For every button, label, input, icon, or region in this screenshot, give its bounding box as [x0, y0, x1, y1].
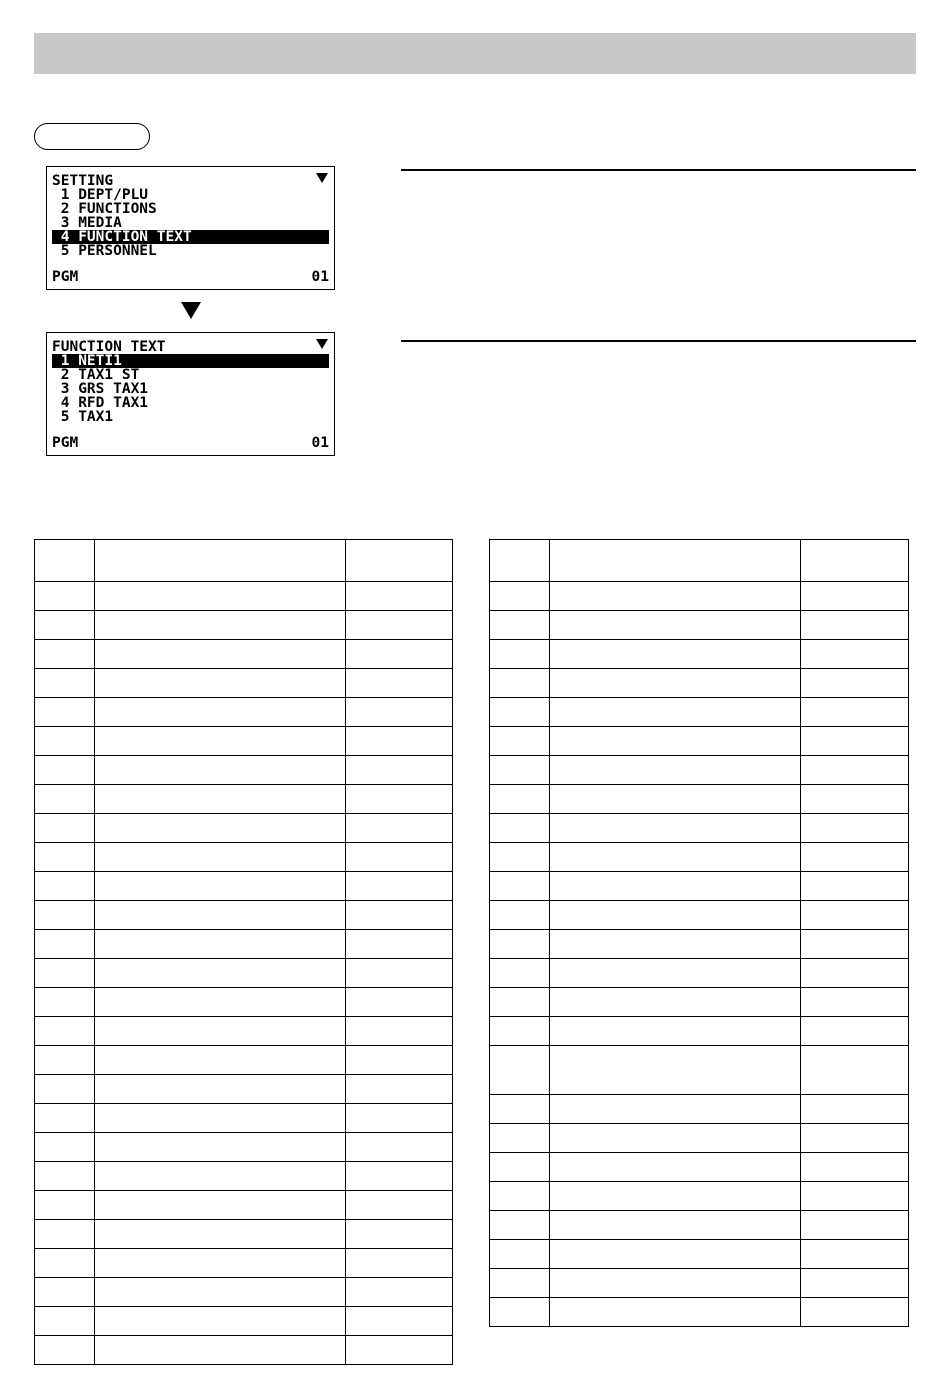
value-cell	[346, 1162, 453, 1191]
table-row	[35, 843, 453, 872]
table-row	[490, 1211, 909, 1240]
value-cell	[346, 1307, 453, 1336]
code-cell	[490, 988, 550, 1017]
table-row	[490, 872, 909, 901]
code-cell	[490, 1124, 550, 1153]
text-cell	[95, 1162, 346, 1191]
mode-indicator: PGM	[52, 269, 79, 285]
text-cell	[550, 988, 801, 1017]
text-cell	[550, 1095, 801, 1124]
text-cell	[95, 814, 346, 843]
value-cell	[346, 843, 453, 872]
lcd-title-row: FUNCTION TEXT	[52, 340, 166, 354]
value-cell	[801, 640, 909, 669]
text-cell	[95, 988, 346, 1017]
value-cell	[346, 930, 453, 959]
table-row	[35, 814, 453, 843]
value-cell	[801, 988, 909, 1017]
value-cell	[346, 1278, 453, 1307]
code-cell	[490, 1240, 550, 1269]
code-cell	[35, 785, 95, 814]
value-cell	[346, 1133, 453, 1162]
code-cell	[35, 1017, 95, 1046]
table-row	[490, 1298, 909, 1327]
text-cell	[550, 698, 801, 727]
text-cell	[95, 901, 346, 930]
text-cell	[95, 930, 346, 959]
code-cell	[35, 872, 95, 901]
value-cell	[801, 727, 909, 756]
text-cell	[550, 582, 801, 611]
code-cell	[35, 1162, 95, 1191]
text-cell	[95, 1191, 346, 1220]
text-cell	[550, 901, 801, 930]
value-cell	[346, 901, 453, 930]
text-cell	[550, 814, 801, 843]
code-cell	[490, 785, 550, 814]
value-cell	[346, 669, 453, 698]
table-row	[35, 611, 453, 640]
value-cell	[346, 540, 453, 582]
value-cell	[346, 611, 453, 640]
value-cell	[801, 1211, 909, 1240]
value-cell	[801, 785, 909, 814]
table-row	[35, 756, 453, 785]
code-cell	[490, 1046, 550, 1095]
text-cell	[550, 1211, 801, 1240]
code-cell	[35, 582, 95, 611]
value-cell	[801, 1153, 909, 1182]
menu-item-tax1[interactable]: 5 TAX1	[52, 410, 114, 424]
down-arrow-icon	[181, 302, 201, 319]
function-text-table-right	[489, 539, 909, 1327]
table-row	[35, 1162, 453, 1191]
table-row	[35, 582, 453, 611]
code-cell	[490, 698, 550, 727]
menu-item-dept-plu[interactable]: 1 DEPT/PLU	[52, 188, 149, 202]
code-cell	[490, 1153, 550, 1182]
table-row	[35, 727, 453, 756]
text-cell	[95, 1133, 346, 1162]
code-cell	[35, 1191, 95, 1220]
table-row	[35, 1191, 453, 1220]
table-header-row	[35, 540, 453, 582]
function-text-table-left	[34, 539, 453, 1365]
code-cell	[490, 640, 550, 669]
text-cell	[550, 611, 801, 640]
table-row	[490, 1153, 909, 1182]
table-row	[35, 901, 453, 930]
section-header-bar	[34, 33, 916, 74]
text-cell	[550, 785, 801, 814]
text-cell	[95, 1220, 346, 1249]
code-cell	[35, 1220, 95, 1249]
code-cell	[490, 669, 550, 698]
table-row	[490, 1017, 909, 1046]
code-cell	[490, 901, 550, 930]
value-cell	[346, 785, 453, 814]
text-cell	[95, 540, 346, 582]
code-cell	[35, 1046, 95, 1075]
value-cell	[346, 1191, 453, 1220]
mode-indicator: PGM	[52, 435, 79, 451]
value-cell	[801, 756, 909, 785]
text-cell	[95, 872, 346, 901]
text-cell	[550, 540, 801, 582]
text-cell	[550, 669, 801, 698]
value-cell	[801, 930, 909, 959]
text-cell	[95, 698, 346, 727]
code-cell	[490, 1095, 550, 1124]
value-cell	[346, 872, 453, 901]
code-cell	[35, 611, 95, 640]
table-row	[490, 582, 909, 611]
code-cell	[35, 988, 95, 1017]
code-cell	[35, 698, 95, 727]
lcd-title-row: SETTING	[52, 174, 114, 188]
text-cell	[550, 1182, 801, 1211]
value-cell	[346, 1336, 453, 1365]
table-row	[35, 1278, 453, 1307]
text-cell	[550, 1124, 801, 1153]
value-cell	[801, 1046, 909, 1095]
value-cell	[346, 988, 453, 1017]
text-cell	[95, 1249, 346, 1278]
value-cell	[801, 698, 909, 727]
table-header-row	[490, 540, 909, 582]
code-cell	[490, 872, 550, 901]
table-row	[35, 1017, 453, 1046]
code-cell	[490, 540, 550, 582]
value-cell	[346, 1104, 453, 1133]
text-cell	[550, 959, 801, 988]
table-row	[35, 669, 453, 698]
value-cell	[346, 1017, 453, 1046]
value-cell	[801, 1182, 909, 1211]
lcd-setting-screen	[46, 166, 335, 290]
lcd-function-text-screen	[46, 332, 335, 456]
text-cell	[550, 843, 801, 872]
code-cell	[35, 930, 95, 959]
text-cell	[95, 1336, 346, 1365]
value-cell	[801, 814, 909, 843]
table-row	[490, 640, 909, 669]
text-cell	[95, 669, 346, 698]
text-cell	[550, 727, 801, 756]
text-cell	[95, 727, 346, 756]
value-cell	[346, 814, 453, 843]
code-cell	[35, 814, 95, 843]
value-cell	[801, 582, 909, 611]
table-row	[490, 785, 909, 814]
value-cell	[801, 1240, 909, 1269]
text-cell	[550, 930, 801, 959]
text-cell	[550, 640, 801, 669]
table-row	[490, 611, 909, 640]
text-cell	[550, 756, 801, 785]
value-cell	[801, 901, 909, 930]
screen-number: 01	[311, 435, 329, 451]
code-cell	[490, 1211, 550, 1240]
table-row	[490, 901, 909, 930]
text-cell	[550, 1153, 801, 1182]
table-row	[35, 1075, 453, 1104]
value-cell	[346, 727, 453, 756]
value-cell	[801, 1017, 909, 1046]
table-row	[35, 959, 453, 988]
text-cell	[550, 1298, 801, 1327]
table-row	[490, 843, 909, 872]
code-cell	[35, 1278, 95, 1307]
table-row	[490, 727, 909, 756]
scroll-down-icon	[316, 173, 328, 183]
table-row	[35, 785, 453, 814]
value-cell	[346, 756, 453, 785]
value-cell	[346, 959, 453, 988]
table-row	[490, 1182, 909, 1211]
table-row	[35, 930, 453, 959]
table-row	[490, 1046, 909, 1095]
table-row	[490, 1095, 909, 1124]
code-cell	[35, 901, 95, 930]
table-row	[35, 640, 453, 669]
code-cell	[490, 756, 550, 785]
table-row	[35, 1104, 453, 1133]
table-row	[490, 930, 909, 959]
code-cell	[490, 611, 550, 640]
table-row	[490, 669, 909, 698]
code-cell	[490, 959, 550, 988]
code-cell	[35, 1133, 95, 1162]
table-row	[35, 1220, 453, 1249]
text-cell	[95, 1017, 346, 1046]
value-cell	[346, 698, 453, 727]
code-cell	[35, 1104, 95, 1133]
menu-item-tax1-st[interactable]: 2 TAX1 ST	[52, 368, 140, 382]
code-cell	[35, 756, 95, 785]
value-cell	[801, 843, 909, 872]
code-cell	[490, 930, 550, 959]
text-cell	[550, 1017, 801, 1046]
table-row	[35, 698, 453, 727]
table-row	[490, 959, 909, 988]
divider-rule	[401, 340, 916, 342]
value-cell	[346, 1075, 453, 1104]
menu-item-grs-tax1[interactable]: 3 GRS TAX1	[52, 382, 149, 396]
text-cell	[95, 785, 346, 814]
code-cell	[490, 814, 550, 843]
code-cell	[490, 1269, 550, 1298]
text-cell	[95, 640, 346, 669]
text-cell	[95, 1278, 346, 1307]
menu-item-personnel[interactable]: 5 PERSONNEL	[52, 244, 157, 258]
menu-item-net1[interactable]: 1 NETI1	[52, 354, 329, 368]
text-cell	[95, 1307, 346, 1336]
code-cell	[35, 669, 95, 698]
menu-item-functions[interactable]: 2 FUNCTIONS	[52, 202, 157, 216]
code-cell	[35, 1249, 95, 1278]
code-cell	[35, 540, 95, 582]
value-cell	[801, 540, 909, 582]
code-cell	[35, 640, 95, 669]
menu-item-rfd-tax1[interactable]: 4 RFD TAX1	[52, 396, 149, 410]
code-cell	[35, 959, 95, 988]
value-cell	[801, 959, 909, 988]
code-cell	[490, 582, 550, 611]
value-cell	[801, 1124, 909, 1153]
value-cell	[801, 1095, 909, 1124]
text-cell	[550, 1046, 801, 1095]
value-cell	[346, 1249, 453, 1278]
table-row	[35, 1249, 453, 1278]
text-cell	[95, 843, 346, 872]
table-row	[490, 1124, 909, 1153]
code-cell	[490, 1182, 550, 1211]
table-row	[35, 872, 453, 901]
table-row	[35, 1046, 453, 1075]
code-cell	[35, 727, 95, 756]
text-cell	[95, 611, 346, 640]
value-cell	[801, 611, 909, 640]
text-cell	[550, 1240, 801, 1269]
code-cell	[35, 1075, 95, 1104]
table-row	[35, 988, 453, 1017]
value-cell	[346, 582, 453, 611]
table-row	[490, 756, 909, 785]
text-cell	[550, 872, 801, 901]
value-cell	[801, 872, 909, 901]
text-cell	[95, 756, 346, 785]
code-cell	[490, 1017, 550, 1046]
divider-rule	[401, 169, 916, 171]
table-row	[35, 1133, 453, 1162]
table-row	[35, 1307, 453, 1336]
code-cell	[35, 1336, 95, 1365]
code-cell	[490, 1298, 550, 1327]
scroll-down-icon	[316, 339, 328, 349]
value-cell	[346, 1220, 453, 1249]
text-cell	[95, 1104, 346, 1133]
value-cell	[801, 1269, 909, 1298]
text-cell	[550, 1269, 801, 1298]
table-row	[35, 1336, 453, 1365]
table-row	[490, 1240, 909, 1269]
screen-number: 01	[311, 269, 329, 285]
text-cell	[95, 582, 346, 611]
text-cell	[95, 1075, 346, 1104]
value-cell	[801, 669, 909, 698]
code-cell	[35, 843, 95, 872]
table-row	[490, 1269, 909, 1298]
value-cell	[346, 640, 453, 669]
value-cell	[346, 1046, 453, 1075]
table-row	[490, 698, 909, 727]
menu-item-media[interactable]: 3 MEDIA	[52, 216, 122, 230]
table-row	[490, 988, 909, 1017]
code-cell	[35, 1307, 95, 1336]
menu-item-function-text[interactable]: 4 FUNCTION TEXT	[52, 230, 329, 244]
text-cell	[95, 959, 346, 988]
code-cell	[490, 843, 550, 872]
table-row	[490, 814, 909, 843]
procedure-label-pill	[34, 123, 150, 150]
value-cell	[801, 1298, 909, 1327]
code-cell	[490, 727, 550, 756]
text-cell	[95, 1046, 346, 1075]
